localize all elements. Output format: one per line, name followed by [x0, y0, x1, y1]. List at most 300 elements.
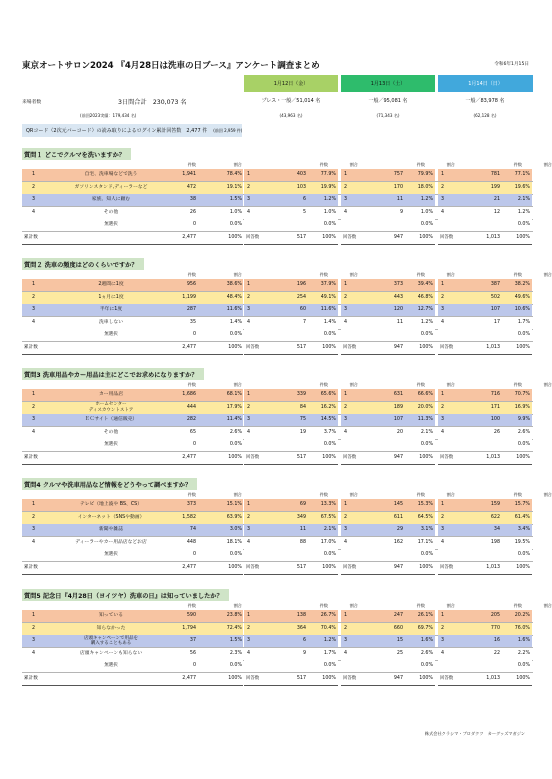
day-option-number: 3 [441, 197, 445, 202]
question-title: 質問１ どこでクルマを洗いますか？ [22, 148, 131, 160]
option-row [22, 512, 533, 524]
day-option-number: 4 [441, 319, 445, 325]
overall-count: 472 [186, 184, 196, 190]
day-option-number: 3 [247, 307, 251, 312]
question-title: 質問4 クルマや洗車用品など情報をどうやって調べますか？ [22, 478, 197, 490]
day-ratio: 1.6% [517, 638, 530, 643]
overall-ratio: 19.1% [226, 184, 242, 190]
overall-ratio: 1.5% [229, 197, 242, 202]
total-row [22, 673, 533, 685]
day-count: 947 [393, 454, 403, 460]
overall-count: 444 [186, 404, 196, 410]
day-ratio: 0.0% [517, 332, 530, 337]
count-header: 件数 [416, 603, 425, 608]
question-title: 質問5 記念日『4月28日（ヨイツヤ）洗車の日』は知っていましたか？ [22, 589, 229, 601]
day-count: 631 [393, 392, 403, 397]
ratio-header: 割合 [543, 162, 552, 167]
day-option-number: 1 [441, 392, 445, 397]
day-option-number: 2 [247, 184, 251, 190]
day-ratio: 100% [419, 344, 433, 350]
day-ratio: 0.0% [517, 442, 530, 447]
ratio-header: 割合 [233, 382, 242, 387]
day-count: 60 [299, 307, 306, 312]
overall-ratio: 100% [228, 675, 242, 681]
day-ratio: 49.6% [514, 294, 530, 300]
count-header: 件数 [319, 162, 328, 167]
day-count: 138 [296, 613, 306, 618]
day-ratio: 17.0% [320, 539, 336, 545]
day-ratio: 1.4% [323, 319, 336, 325]
day-count [278, 219, 306, 231]
day-option-number: 3 [344, 527, 348, 532]
day-ratio: 16.2% [320, 404, 336, 410]
question-section [22, 258, 552, 358]
no-answer-row [22, 660, 533, 672]
total-underline [244, 354, 338, 355]
count-header: 件数 [187, 272, 196, 277]
day-count: 170 [393, 184, 403, 190]
day-ratio: 0.0% [420, 332, 433, 337]
day-count: 84 [299, 404, 306, 410]
question-section [22, 368, 552, 468]
day-ratio: 9.9% [517, 417, 530, 422]
option-row [22, 402, 533, 414]
day-ratio: 1.2% [323, 638, 336, 643]
day-option-number: 1 [441, 613, 445, 618]
total-row [22, 342, 533, 354]
day-count: 171 [490, 404, 500, 410]
option-row [22, 623, 533, 635]
day-ratio: 46.8% [417, 294, 433, 300]
overall-count: 1,941 [182, 172, 196, 177]
day-option-number: 1 [344, 613, 348, 618]
day-ratio: 1.0% [420, 209, 433, 215]
day-count [472, 219, 500, 231]
day-option-number: 1 [247, 172, 251, 177]
overall-ratio: 2.6% [229, 429, 242, 435]
day-header-3: 1月14日（日） [438, 75, 533, 92]
day-option-number: 1 [441, 172, 445, 177]
day-total-label: 回答数 [343, 344, 357, 350]
day-total-label: 回答数 [343, 564, 357, 570]
question-title: 質問２ 洗車の頻度はどのくらいですか？ [22, 258, 144, 270]
ratio-header: 割合 [233, 492, 242, 497]
overall-ratio: 0.0% [229, 442, 242, 447]
day-visitors-1: プレス・一般／51,014 名 [261, 98, 321, 104]
option-row [22, 524, 533, 536]
day-count: 716 [490, 392, 500, 397]
day-count: 25 [396, 650, 403, 656]
day-count: 103 [296, 184, 306, 190]
overall-count: 74 [189, 527, 196, 532]
ratio-header: 割合 [349, 382, 358, 387]
day-ratio: 1.2% [420, 319, 433, 325]
count-header: 件数 [319, 272, 328, 277]
day-ratio: 2.1% [323, 527, 336, 532]
overall-count: 0 [192, 552, 196, 557]
no-answer-label: 無選択 [104, 663, 118, 668]
overall-ratio: 0.0% [229, 552, 242, 557]
no-answer-row [22, 219, 533, 231]
day-count: 162 [393, 539, 403, 545]
count-header: 件数 [319, 603, 328, 608]
day-option-number: 2 [344, 625, 348, 631]
day-count: 199 [490, 184, 500, 190]
total-underline [22, 354, 243, 355]
day-option-number: 2 [344, 184, 348, 190]
option-label: 知らなかった [96, 625, 126, 631]
overall-ratio: 15.1% [226, 502, 242, 507]
day-count: 21 [493, 197, 500, 202]
day-count: 15 [396, 638, 403, 643]
day-option-number: 2 [441, 404, 445, 410]
total-label: 累計数 [24, 234, 38, 240]
page-title: 東京オートサロン2024 『4月28日は洗車の日ブース』アンケート調査まとめ [22, 61, 320, 71]
overall-count: 590 [186, 613, 196, 618]
day-count: 11 [396, 197, 403, 202]
day-count: 1,013 [486, 454, 500, 460]
day-total-label: 回答数 [246, 234, 260, 240]
overall-count: 56 [189, 650, 196, 656]
overall-ratio: 48.4% [226, 294, 242, 300]
day-ratio: 100% [419, 454, 433, 460]
day-count: 517 [296, 564, 306, 570]
overall-ratio: 0.0% [229, 222, 242, 227]
option-number: 3 [32, 307, 36, 312]
option-row [22, 499, 533, 511]
count-header: 件数 [319, 382, 328, 387]
day-ratio: 18.0% [417, 184, 433, 190]
total-row [22, 232, 533, 244]
day-option-number: 4 [344, 209, 348, 215]
overall-count: 65 [189, 429, 196, 435]
day-ratio: 2.6% [420, 650, 433, 656]
option-row [22, 610, 533, 622]
option-number: 2 [32, 514, 36, 520]
day-option-number: 1 [247, 502, 251, 507]
day-count: 611 [393, 514, 403, 520]
day-ratio: 17.1% [417, 539, 433, 545]
day-count: 770 [490, 625, 500, 631]
day-ratio: 100% [516, 564, 530, 570]
option-row [22, 182, 533, 194]
ratio-header: 割合 [349, 492, 358, 497]
option-label: 知っている [99, 613, 123, 618]
option-label: 新聞や雑誌 [99, 527, 123, 532]
overall-ratio: 23.8% [226, 613, 242, 618]
overall-ratio: 1.0% [229, 209, 242, 215]
ratio-header: 割合 [233, 162, 242, 167]
day-count: 517 [296, 454, 306, 460]
option-row [22, 292, 533, 304]
day-total-label: 回答数 [440, 675, 454, 681]
option-row [22, 207, 533, 219]
no-answer-row [22, 549, 533, 561]
option-number: 1 [32, 502, 36, 507]
ratio-header: 割合 [543, 603, 552, 608]
option-label: その他 [103, 209, 119, 215]
no-answer-label: 無選択 [104, 442, 118, 447]
overall-ratio: 63.9% [226, 514, 242, 520]
day-total-label: 回答数 [246, 454, 260, 460]
day-sub-2: (71,343 名) [376, 113, 400, 118]
day-ratio: 0.0% [420, 663, 433, 668]
day-ratio: 100% [419, 675, 433, 681]
day-count: 11 [396, 319, 403, 325]
option-label: 自宅、洗車場などで洗う [84, 172, 138, 177]
day-ratio: 19.9% [320, 184, 336, 190]
day-total-label: 回答数 [440, 344, 454, 350]
day-total-label: 回答数 [246, 564, 260, 570]
count-header: 件数 [416, 382, 425, 387]
day-option-number: 4 [247, 539, 251, 545]
option-row [22, 648, 533, 660]
visitors-sub-row [22, 112, 533, 121]
option-label: 洗車しない [99, 319, 123, 325]
day-ratio: 0.0% [420, 552, 433, 557]
day-option-number: 2 [344, 294, 348, 300]
day-ratio: 100% [322, 454, 336, 460]
count-header: 件数 [513, 492, 522, 497]
ratio-header: 割合 [446, 162, 455, 167]
day-option-number: 2 [344, 404, 348, 410]
overall-count: 2,477 [182, 234, 196, 240]
day-option-number: 4 [344, 650, 348, 656]
count-header: 件数 [416, 492, 425, 497]
day-ratio: 0.0% [323, 552, 336, 557]
overall-count: 287 [186, 307, 196, 312]
option-label: インターネット（SNSや動画） [77, 514, 145, 520]
total-underline [438, 574, 532, 575]
day-count: 16 [493, 638, 500, 643]
option-label: 1ヵ月に1度 [98, 294, 124, 300]
day-ratio: 19.5% [514, 539, 530, 545]
total-underline [341, 354, 435, 355]
day-ratio: 3.4% [517, 527, 530, 532]
day-ratio: 2.2% [517, 650, 530, 656]
day-count: 189 [393, 404, 403, 410]
option-number: 3 [32, 638, 36, 643]
option-number: 4 [32, 209, 36, 215]
day-ratio: 2.1% [517, 197, 530, 202]
day-total-label: 回答数 [343, 675, 357, 681]
day-count [472, 660, 500, 672]
day-count: 196 [296, 282, 306, 287]
day-option-number: 1 [247, 282, 251, 287]
day-count: 69 [299, 502, 306, 507]
day-ratio: 0.0% [420, 222, 433, 227]
day-ratio: 100% [516, 454, 530, 460]
day-count [472, 549, 500, 561]
day-ratio: 79.9% [417, 172, 433, 177]
total-underline [341, 685, 435, 686]
day-option-number: 3 [344, 417, 348, 422]
day-count: 22 [493, 650, 500, 656]
day-visitors-3: 一般／83,978 名 [465, 98, 505, 104]
total-underline [244, 244, 338, 245]
day-count: 1,013 [486, 564, 500, 570]
ratio-header: 割合 [543, 382, 552, 387]
visitors-row [22, 94, 533, 111]
option-label: ホームセンター ディスカウントストア [88, 402, 134, 413]
option-number: 2 [32, 625, 36, 631]
overall-ratio: 18.1% [226, 539, 242, 545]
day-count: 349 [296, 514, 306, 520]
total-underline [22, 464, 243, 465]
footer-company: 株式会社クラシマ・プロダクツ カーグッズマガジン [424, 731, 525, 736]
day-option-number: 4 [247, 650, 251, 656]
day-count: 387 [490, 282, 500, 287]
day-total-label: 回答数 [246, 675, 260, 681]
day-ratio: 100% [322, 344, 336, 350]
previous-visitors: (前回2023実績：179,434 名) [80, 113, 137, 118]
overall-ratio: 1.4% [229, 319, 242, 325]
day-total-label: 回答数 [343, 454, 357, 460]
day-ratio: 69.7% [417, 625, 433, 631]
overall-count: 35 [189, 319, 196, 325]
overall-count: 26 [189, 209, 196, 215]
overall-ratio: 0.0% [229, 663, 242, 668]
option-label: カー用品店 [99, 392, 123, 397]
day-ratio: 14.5% [320, 417, 336, 422]
day-count: 373 [393, 282, 403, 287]
day-ratio: 16.9% [514, 404, 530, 410]
total-underline [341, 464, 435, 465]
overall-ratio: 68.1% [226, 392, 242, 397]
option-number: 2 [32, 404, 36, 410]
option-row [22, 414, 533, 426]
day-option-number: 4 [441, 650, 445, 656]
day-ratio: 20.2% [514, 613, 530, 618]
day-count: 1,013 [486, 234, 500, 240]
overall-count: 0 [192, 663, 196, 668]
day-count: 1,013 [486, 344, 500, 350]
day-count [278, 439, 306, 451]
overall-ratio: 100% [228, 454, 242, 460]
visitors-total: 3日間合計 230,073 名 [118, 99, 187, 106]
day-count: 660 [393, 625, 403, 631]
count-header: 件数 [319, 492, 328, 497]
count-header: 件数 [187, 492, 196, 497]
day-option-number: 1 [247, 392, 251, 397]
count-header: 件数 [416, 272, 425, 277]
day-option-number: 3 [344, 197, 348, 202]
day-option-number: 3 [247, 638, 251, 643]
day-option-number: 3 [344, 307, 348, 312]
option-row [22, 427, 533, 439]
day-count [375, 329, 403, 341]
day-count: 19 [299, 429, 306, 435]
option-label: ガソリンスタンド,ディーラーなど [74, 184, 148, 190]
day-count: 517 [296, 344, 306, 350]
day-count: 622 [490, 514, 500, 520]
day-ratio: 0.0% [323, 663, 336, 668]
option-label: テレビ（地上波や BS、CS） [79, 502, 143, 507]
option-row [22, 194, 533, 206]
ratio-header: 割合 [349, 162, 358, 167]
total-label: 累計数 [24, 564, 38, 570]
day-count: 947 [393, 564, 403, 570]
total-underline [438, 244, 532, 245]
day-header-2: 1月13日（土） [341, 75, 435, 92]
day-ratio: 0.0% [323, 442, 336, 447]
option-number: 2 [32, 184, 36, 190]
overall-count: 2,477 [182, 344, 196, 350]
day-count: 364 [296, 625, 306, 631]
option-row [22, 279, 533, 291]
day-option-number: 2 [441, 294, 445, 300]
day-ratio: 2.6% [517, 429, 530, 435]
day-option-number: 4 [344, 429, 348, 435]
day-option-number: 4 [247, 319, 251, 325]
day-option-number: 2 [344, 514, 348, 520]
day-ratio: 100% [419, 564, 433, 570]
day-ratio: 100% [322, 675, 336, 681]
overall-count: 1,794 [182, 625, 196, 631]
option-label: その他 [103, 429, 119, 435]
day-ratio: 15.7% [514, 502, 530, 507]
overall-count: 0 [192, 442, 196, 447]
day-option-number: 3 [344, 638, 348, 643]
day-option-number: 1 [344, 392, 348, 397]
day-count [278, 329, 306, 341]
day-ratio: 0.0% [517, 663, 530, 668]
overall-ratio: 3.0% [229, 527, 242, 532]
day-option-number: 1 [441, 282, 445, 287]
day-ratio: 1.7% [323, 650, 336, 656]
day-option-number: 4 [441, 209, 445, 215]
report-date: 令和6年1月15日 [494, 62, 529, 67]
option-label: 2週間に1度 [98, 282, 124, 287]
overall-ratio: 11.6% [226, 307, 242, 312]
option-row [22, 304, 533, 316]
total-row [22, 562, 533, 574]
day-option-number: 1 [344, 172, 348, 177]
day-ratio: 1.0% [323, 209, 336, 215]
day-ratio: 77.1% [514, 172, 530, 177]
day-count: 7 [302, 319, 306, 325]
day-option-number: 3 [247, 527, 251, 532]
total-underline [22, 685, 243, 686]
total-underline [438, 354, 532, 355]
day-option-number: 3 [441, 527, 445, 532]
day-ratio: 20.0% [417, 404, 433, 410]
day-header-1: 1月12日（金） [244, 75, 338, 92]
overall-ratio: 38.6% [226, 282, 242, 287]
day-ratio: 3.7% [323, 429, 336, 435]
day-ratio: 65.6% [320, 392, 336, 397]
day-ratio: 1.2% [517, 209, 530, 215]
day-count [375, 549, 403, 561]
question-section [22, 148, 552, 248]
day-count: 34 [493, 527, 500, 532]
day-count: 120 [393, 307, 403, 312]
overall-ratio: 1.5% [229, 638, 242, 643]
day-option-number: 2 [247, 514, 251, 520]
day-ratio: 38.2% [514, 282, 530, 287]
day-ratio: 0.0% [517, 222, 530, 227]
no-answer-row [22, 439, 533, 451]
option-number: 1 [32, 392, 36, 397]
day-option-number: 2 [441, 514, 445, 520]
question-section [22, 589, 552, 689]
no-answer-row [22, 329, 533, 341]
day-count: 145 [393, 502, 403, 507]
day-ratio: 0.0% [517, 552, 530, 557]
overall-ratio: 17.9% [226, 404, 242, 410]
day-ratio: 100% [516, 675, 530, 681]
qr-previous: (前回 2,959 件) [213, 127, 243, 133]
